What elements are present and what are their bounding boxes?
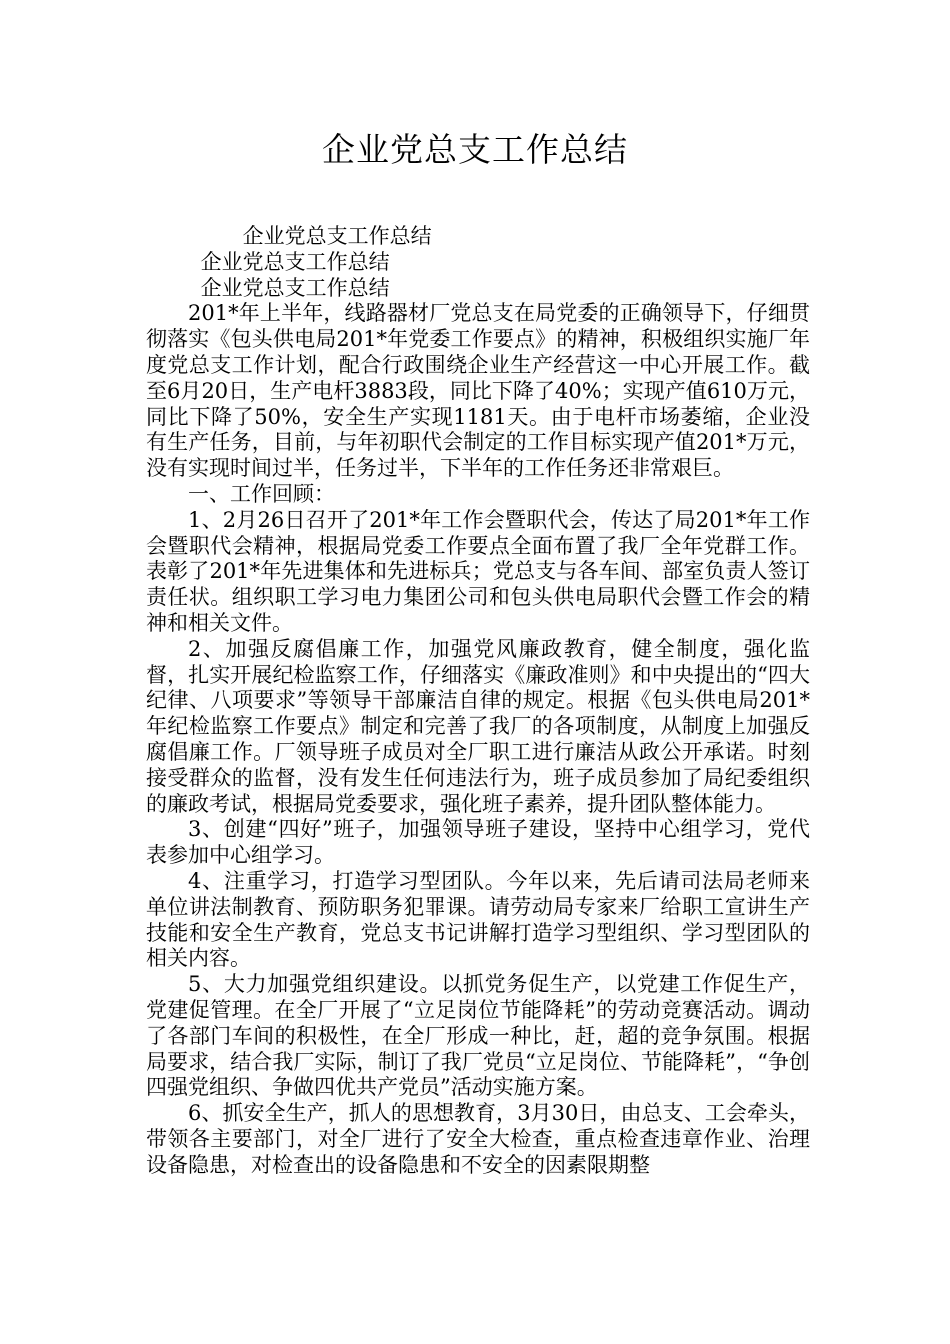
section-heading-review: 一、工作回顾：	[188, 481, 335, 506]
paragraph-item-1: 1、2月26日召开了201*年工作会暨职代会，传达了局201*年工作会暨职代会精神，根据局党委工作要点全面布置了我厂全年党群工作。表彰了201*年先进集体和先进标兵；党总支与各车间、部室负责人签订责任状。组织职工学习电力集团公司和包头供电局职代会暨工作会的精神和相关文件。	[146, 507, 810, 635]
document-title: 企业党总支工作总结	[322, 130, 628, 169]
paragraph-item-2: 2、加强反腐倡廉工作，加强党风廉政教育，健全制度，强化监督，扎实开展纪检监察工作，仔细落实《廉政准则》和中央提出的“四大纪律、八项要求”等领导干部廉洁自律的规定。根据《包头供电局201*年纪检监察工作要点》制定和完善了我厂的各项制度，从制度上加强反腐倡廉工作。厂领导班子成员对全厂职工进行廉洁从政公开承诺。时刻接受群众的监督，没有发生任何违法行为，班子成员参加了局纪委组织的廉政考试，根据局党委要求，强化班子素养，提升团队整体能力。	[146, 636, 810, 816]
document-body	[146, 224, 810, 1178]
paragraph-item-4: 4、注重学习，打造学习型团队。今年以来，先后请司法局老师来单位讲法制教育、预防职务犯罪课。请劳动局专家来厂给职工宣讲生产技能和安全生产教育，党总支书记讲解打造学习型组织、学习型团队的相关内容。	[146, 868, 810, 971]
paragraph-item-5: 5、大力加强党组织建设。以抓党务促生产，以党建工作促生产，党建促管理。在全厂开展了“立足岗位节能降耗”的劳动竞赛活动。调动了各部门车间的积极性，在全厂形成一种比，赶，超的竞争氛围。根据局要求，结合我厂实际，制订了我厂党员“立足岗位、节能降耗”，“争创四强党组织、争做四优共产党员”活动实施方案。	[146, 972, 810, 1100]
paragraph-intro: 201*年上半年，线路器材厂党总支在局党委的正确领导下，仔细贯彻落实《包头供电局201*年党委工作要点》的精神，积极组织实施厂年度党总支工作计划，配合行政围绕企业生产经营这一中心开展工作。截至6月20日，生产电杆3883段，同比下降了40%；实现产值610万元，同比下降了50%，安全生产实现1181天。由于电杆市场萎缩，企业没有生产任务，目前，与年初职代会制定的工作目标实现产值201*万元，没有实现时间过半，任务过半，下半年的工作任务还非常艰巨。	[146, 301, 810, 481]
paragraph-item-3: 3、创建“四好”班子，加强领导班子建设，坚持中心组学习，党代表参加中心组学习。	[146, 817, 810, 868]
paragraph-repeat-title-3: 企业党总支工作总结	[200, 275, 390, 300]
paragraph-repeat-title-1: 企业党总支工作总结	[242, 224, 432, 248]
paragraph-item-6: 6、抓安全生产，抓人的思想教育，3月30日，由总支、工会牵头，带领各主要部门，对全厂进行了安全大检查，重点检查违章作业、治理设备隐患，对检查出的设备隐患和不安全的因素限期整	[146, 1101, 810, 1177]
paragraph-repeat-title-2: 企业党总支工作总结	[200, 249, 390, 274]
